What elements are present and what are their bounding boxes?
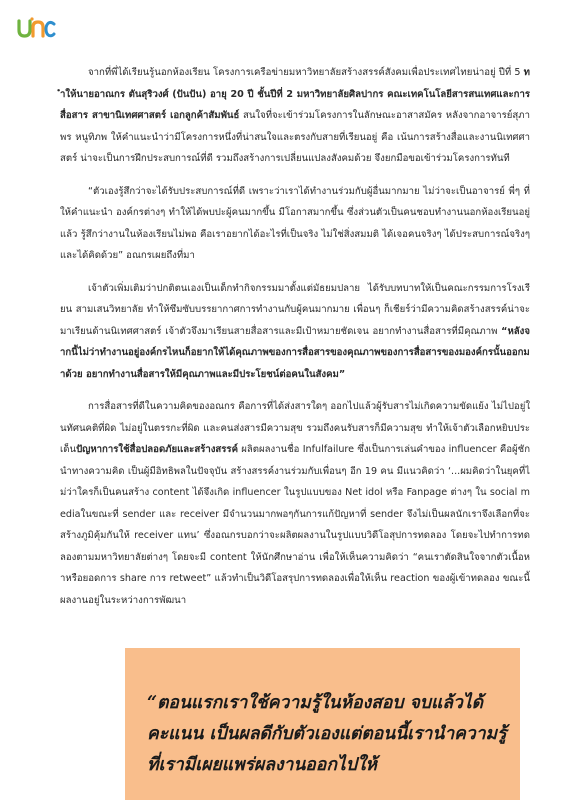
- paragraph-text: ผลิตผลงานชื่อ Infulfailure ซึ่งเป็นการเล่นคำของ influencer คือผู้ชักนำทางความคิด เป็นผู้มีอิทธิพลในปัจจุบัน สร้างสรรค์งานร่วมกับเพื่อนๆ อีก 19 คน มีแนวคิดว่า ‘...ผมคิดว่าในยุคที่ไม่ว่าใครก็เป็นคนสร้าง content ได้จึงเกิด influencer ในรูปแบบของ Net idol หรือ Fanpage ต่างๆ ใน social mediaในขณะที่ sender และ receiver มีจำนวนมากพอๆกันการแก้ปัญหาที่ sender จึงไม่เป็นผลนักเราจึงเลือกที่จะสร้างภูมิคุ้มกันให้ receiver แทน’ ซึ่งอณกรบอกว่าจะผลิตผลงานในรูปแบบวิดีโอสุปการทดลอง โดยจะไปทำการทดลองตามมหาวิทยาลัยต่างๆ โดยจะมี content ให้นักศึกษาอ่าน เพื่อให้เห็นความคิดว่า “คนเราตัดสินใจจากตัวเนื้อหาหรือยอดการ share การ retweet” แล้วทำเป็นวิดีโอสรุปการทดลองเพื่อให้เห็น reaction ของผู้เข้าทดลอง ขณะนี้ผลงานอยู่ในระหว่างการพัฒนา: [60, 444, 530, 606]
- paragraph-quote-experience: [60, 181, 530, 267]
- paragraph-intro: [60, 62, 530, 170]
- paragraph-text: สนใจที่จะเข้าร่วมโครงการในลักษณะอาสาสมัคร หลังจากอาจารย์สุภาพร หนูทิภพ ให้คำแนะนำว่ามีโครงการหนึ่งที่น่าสนใจและตรงกับสายที่เรียนอยู่ คือ เน้นการสร้างสื่อและงานนิเทศศาสตร์ น่าจะเป็นการฝึกประสบการณ์ที่ดี รวมถึงสร้างการเปลี่ยนแปลงสังคมด้วย จึงยกมือขอเข้าร่วมโครงการทันที: [60, 110, 530, 164]
- paragraph-text: จากที่พี่ได้เรียนรู้นอกห้องเรียน โครงการเครือข่ายมหาวิทยาลัยสร้างสรรค์สังคมเพื่อประเทศไทยน่าอยู่ ปีที่ 5: [88, 67, 524, 78]
- pull-quote-text: “ตอนแรกเราใช้ความรู้ในห้องสอบ จบแล้วได้คะแนน เป็นผลดีกับตัวเองแต่ตอนนี้เรานำความรู้ที่เรามีเผยแพร่ผลงานออกไปให้: [147, 693, 507, 775]
- unc-logo-icon: [16, 15, 56, 41]
- paragraph-bold-text: ทำให้นายอาณกร ตันสุริวงศ์ (ปันปัน) อายุ 20 ปี ชั้นปีที่ 2 มหาวิทยาลัยศิลปากร คณะเทคโนโลยีสารสนเทศและการสื่อสาร สาขานิเทศศาสตร์ เอกลูกค้าสัมพันธ์: [60, 67, 530, 121]
- paragraph-project: [60, 396, 530, 611]
- paragraph-bold-text: “หลังจากนี้ไม่ว่าทำงานอยู่องค์กรไหนก็อยากให้ได้คุณภาพของการสื่อสารของคุณภาพของการสื่อสารของมองค์กรนั้นออกมาด้วย อยากทำงานสื่อสารให้มีคุณภาพและมีประโยชน์ต่อคนในสังคม”: [60, 325, 530, 380]
- article-body: [60, 62, 530, 622]
- paragraph-background: [60, 278, 530, 386]
- pull-quote-box: [125, 648, 520, 800]
- paragraph-text: การสื่อสารที่ดีในความคิดของอณกร คือการที่ได้ส่งสารใดๆ ออกไปแล้วผู้รับสารไม่เกิดความขัดแย้ง ไม่ไปอยู่ในทัศนคติที่ผิด ไม่อยู่ในตรรกะที่ผิด และคนส่งสารมีความสุข รวมถึงคนรับสารก็มีความสุข ทำให้เจ้าตัวเลือกหยิบประเด็น: [60, 401, 530, 455]
- paragraph-text: “ตัวเองรู้สึกว่าจะได้รับประสบการณ์ที่ดี เพราะว่าเราได้ทำงานร่วมกับผู้อื่นมากมาย ไม่ว่าจะเป็นอาจารย์ พี่ๆ ที่ให้คำแนะนำ องค์กรต่างๆ ทำให้ได้พบปะผู้คนมากขึ้น มีโอกาสมากขึ้น ซึ่งส่วนตัวเป็นคนชอบทำงานนอกห้องเรียนอยู่แล้ว รู้สึกว่างานในห้องเรียนไม่พอ คือเราอยากได้อะไรที่เป็นจริง ไม่ใช่สิ่งสมมติ ได้เจอคนจริงๆ ได้ประสบการณ์จริงๆ และได้คิดด้วย” อณกรเผยถึงที่มา: [60, 185, 530, 261]
- paragraph-bold-text: ปัญหาการใช้สื่อปลอดภัยและสร้างสรรค์: [76, 444, 238, 455]
- unc-logo: [16, 15, 56, 41]
- paragraph-text: เจ้าตัวเพิ่มเติมว่าปกติตนเองเป็นเด็กทำกิจกรรมมาตั้งแต่มัธยมปลาย ได้รับบทบาทให้เป็นคณะกรรมการโรงเรียน สามเสนวิทยาลัย ทำให้ซึมซับบรรยากาศการทำงานกับผู้คนมากมาย เพื่อนๆ ก็เชียร์ว่ามีความคิดสร้างสรรค์น่าจะมาเรียนด้านนิเทศศาสตร์ เจ้าตัวจึงมาเรียนสายสื่อสารและมีเป้าหมายชัดเจน อยากทำงานสื่อสารที่มีคุณภาพ: [60, 282, 530, 337]
